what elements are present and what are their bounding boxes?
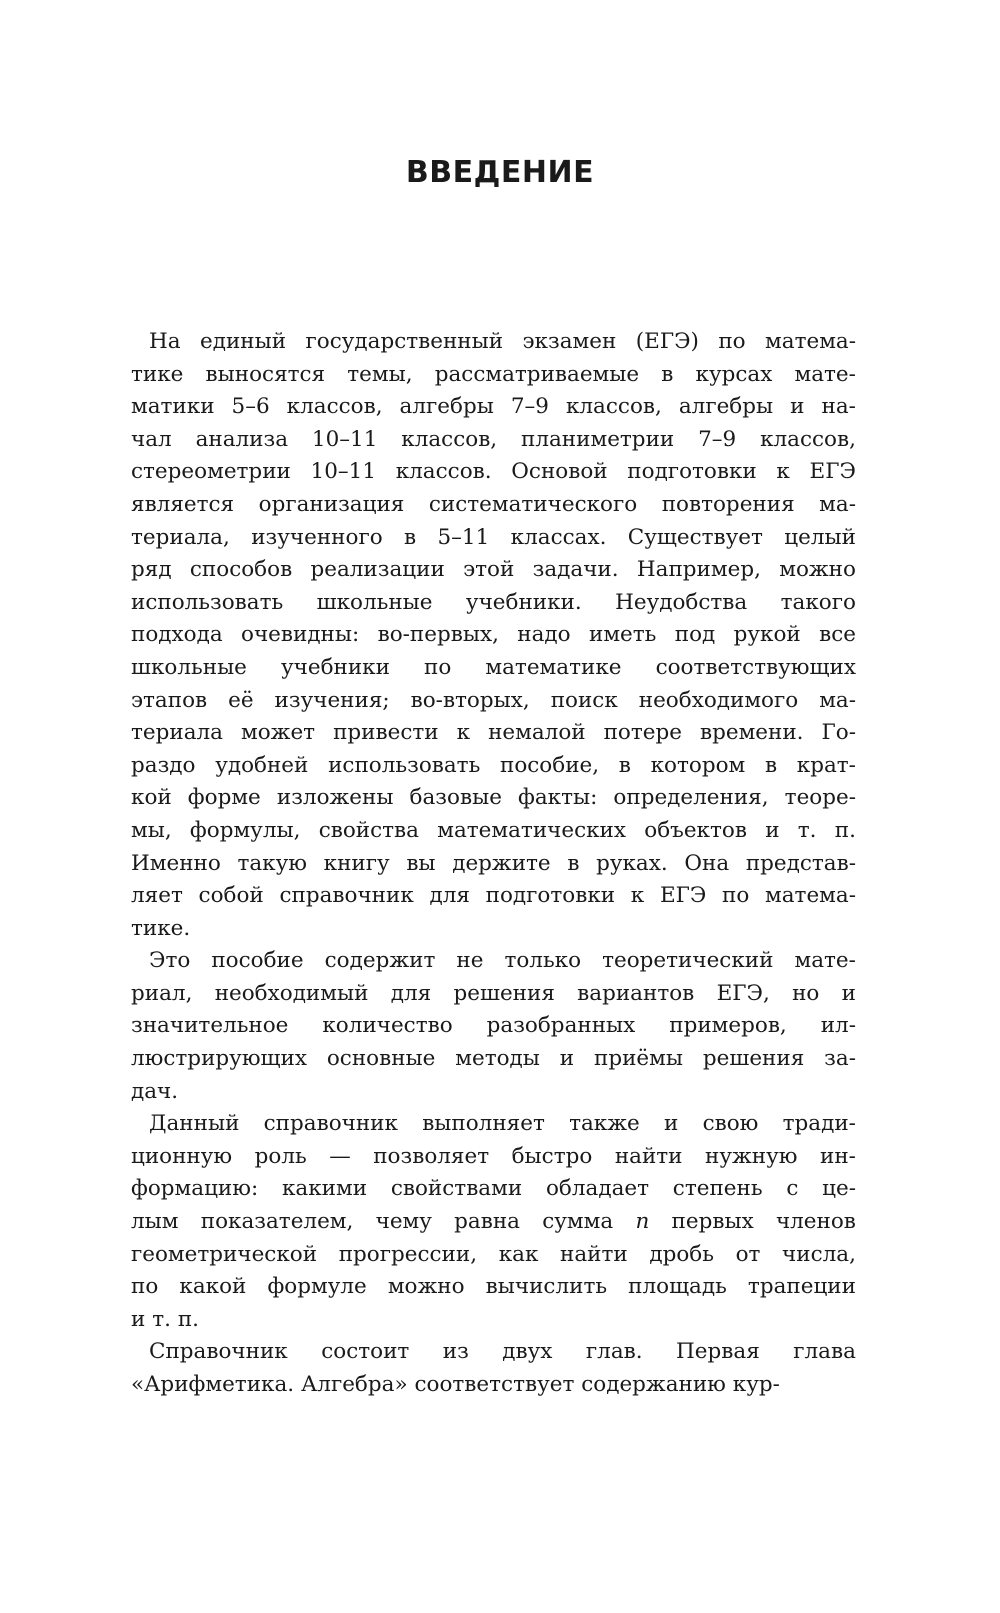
text-word: единый bbox=[200, 329, 287, 354]
text-word: вы bbox=[406, 850, 436, 876]
text-word: подхода bbox=[131, 622, 223, 648]
text-word: в bbox=[404, 524, 417, 550]
text-word: Например, bbox=[636, 557, 761, 583]
text-word: с bbox=[786, 1176, 799, 1202]
text-word: экзамен bbox=[522, 329, 617, 354]
text-word: дробь bbox=[649, 1241, 714, 1267]
text-line bbox=[131, 815, 856, 848]
text-word: не bbox=[456, 948, 484, 974]
text-line bbox=[131, 880, 856, 913]
text-word: формацию: bbox=[131, 1176, 259, 1202]
text-word: тике. bbox=[131, 915, 191, 941]
text-word: для bbox=[390, 980, 432, 1006]
text-word: Это bbox=[149, 948, 191, 974]
text-word: изученного bbox=[251, 524, 383, 550]
text-word: Данный bbox=[149, 1111, 240, 1137]
text-word: классов, bbox=[286, 394, 383, 420]
text-word: необходимого bbox=[638, 687, 799, 713]
text-word: алгебры bbox=[678, 394, 774, 420]
text-word: задачи. bbox=[532, 557, 619, 583]
text-word: формулы, bbox=[189, 817, 301, 843]
text-word: классах. bbox=[510, 524, 607, 550]
text-word: чал bbox=[131, 426, 172, 452]
text-word: школьные bbox=[131, 654, 247, 680]
text-line bbox=[131, 326, 856, 359]
text-word: 10–11 bbox=[310, 459, 377, 485]
text-word: форме bbox=[187, 785, 261, 811]
text-word: стереометрии bbox=[131, 459, 291, 485]
body-text bbox=[131, 326, 856, 1402]
text-line bbox=[131, 978, 856, 1011]
text-line bbox=[131, 391, 856, 424]
text-word: темы, bbox=[347, 361, 413, 387]
text-word: числа, bbox=[782, 1241, 856, 1267]
text-line bbox=[131, 1304, 856, 1337]
text-word: матема- bbox=[765, 329, 856, 354]
text-word: к bbox=[630, 883, 645, 909]
text-word: сумма bbox=[542, 1209, 614, 1235]
text-word: свою bbox=[702, 1111, 759, 1137]
text-word: геометрической bbox=[131, 1241, 318, 1267]
text-word: удобней bbox=[215, 752, 309, 778]
text-word: справочник bbox=[279, 883, 414, 909]
text-word: может bbox=[241, 720, 316, 746]
text-word: n bbox=[635, 1209, 650, 1235]
text-word: 7–9 bbox=[510, 394, 549, 420]
text-word: состоит bbox=[321, 1339, 410, 1365]
text-word: теоре- bbox=[784, 785, 856, 811]
text-word: трапеции bbox=[747, 1274, 856, 1300]
text-word: мы, bbox=[131, 817, 172, 843]
text-word: такую bbox=[237, 850, 307, 876]
text-word: прогрессии, bbox=[338, 1241, 478, 1267]
text-line bbox=[131, 685, 856, 718]
text-word: поиск bbox=[550, 687, 618, 713]
text-word: свойства bbox=[318, 817, 419, 843]
text-word: математических bbox=[437, 817, 627, 843]
text-word: можно bbox=[779, 557, 856, 583]
text-word: какими bbox=[281, 1176, 368, 1202]
text-word: представ- bbox=[745, 850, 856, 876]
text-word: тике bbox=[131, 361, 184, 387]
text-word: количество bbox=[322, 1013, 453, 1039]
text-word: тради- bbox=[782, 1111, 856, 1137]
text-word: содержит bbox=[324, 948, 436, 974]
text-word: к bbox=[456, 720, 471, 746]
text-word: времени. bbox=[699, 720, 804, 746]
text-word: Существует bbox=[627, 524, 763, 550]
text-word: ряд bbox=[131, 557, 172, 583]
text-word: котором bbox=[650, 752, 746, 778]
text-line bbox=[131, 456, 856, 489]
text-word: Первая bbox=[676, 1339, 760, 1365]
text-word: планиметрии bbox=[521, 426, 675, 452]
text-word: рассматриваемые bbox=[434, 361, 640, 387]
text-word: Алгебра» bbox=[301, 1372, 408, 1397]
text-word: содержанию bbox=[581, 1372, 726, 1397]
text-line bbox=[131, 1043, 856, 1076]
text-word: — bbox=[329, 1143, 351, 1169]
text-word: целый bbox=[784, 524, 856, 550]
text-word: в bbox=[618, 752, 631, 778]
text-word: решения bbox=[453, 980, 555, 1006]
text-word: только bbox=[504, 948, 582, 974]
text-word: подготовки bbox=[485, 883, 616, 909]
text-word: и bbox=[131, 1306, 146, 1332]
text-line bbox=[131, 652, 856, 685]
text-line bbox=[131, 522, 856, 555]
text-word: по bbox=[131, 1274, 159, 1300]
text-word: ЕГЭ bbox=[659, 883, 707, 909]
text-word: 7–9 bbox=[698, 426, 737, 452]
text-word: классов, bbox=[401, 426, 498, 452]
text-word: факты: bbox=[518, 785, 598, 811]
text-line bbox=[131, 1271, 856, 1304]
text-word: примеров, bbox=[669, 1013, 787, 1039]
text-word: Го- bbox=[821, 720, 856, 746]
text-word: учебники bbox=[280, 654, 390, 680]
text-word: 10–11 bbox=[311, 426, 378, 452]
text-word: классов. bbox=[395, 459, 492, 485]
text-word: такого bbox=[780, 589, 856, 615]
text-word: немалой bbox=[488, 720, 586, 746]
text-word: определения, bbox=[613, 785, 769, 811]
text-line bbox=[131, 945, 856, 978]
text-word: за- bbox=[824, 1046, 856, 1072]
text-word: выполняет bbox=[422, 1111, 545, 1137]
text-word: лым bbox=[131, 1209, 179, 1235]
text-word: государственный bbox=[305, 329, 504, 354]
text-word: по bbox=[722, 883, 750, 909]
text-word: и bbox=[790, 394, 805, 420]
text-word: привести bbox=[333, 720, 439, 746]
text-word: формуле bbox=[267, 1274, 367, 1300]
text-word: под bbox=[674, 622, 716, 648]
text-word: ма- bbox=[819, 491, 856, 517]
text-word: териала bbox=[131, 720, 224, 746]
text-word: по bbox=[718, 329, 746, 354]
text-word: кур- bbox=[732, 1372, 780, 1397]
text-line bbox=[131, 913, 856, 946]
text-word: приёмы bbox=[594, 1046, 683, 1072]
text-word: книгу bbox=[323, 850, 390, 876]
text-line bbox=[131, 554, 856, 587]
text-word: ляет bbox=[131, 883, 183, 909]
text-word: териала, bbox=[131, 524, 230, 550]
text-word: систематического bbox=[428, 491, 638, 517]
text-word: также bbox=[569, 1111, 640, 1137]
text-word: т. bbox=[797, 817, 817, 843]
text-word: и bbox=[841, 980, 856, 1006]
text-word: этапов bbox=[131, 687, 208, 713]
text-line bbox=[131, 717, 856, 750]
text-word: площадь bbox=[628, 1274, 727, 1300]
text-word: базовые bbox=[409, 785, 502, 811]
text-word: и bbox=[663, 1111, 679, 1137]
text-word: школьные bbox=[316, 589, 433, 615]
text-word: к bbox=[776, 459, 790, 485]
text-line bbox=[131, 750, 856, 783]
text-word: подготовки bbox=[627, 459, 757, 485]
text-word: степень bbox=[672, 1176, 763, 1202]
text-word: разобранных bbox=[486, 1013, 636, 1039]
text-word: двух bbox=[502, 1339, 553, 1365]
text-word: обладает bbox=[545, 1176, 650, 1202]
text-word: найти bbox=[614, 1143, 683, 1169]
text-word: на- bbox=[821, 394, 856, 420]
text-word: этой bbox=[463, 557, 515, 583]
text-word: реализации bbox=[310, 557, 445, 583]
text-word: вычислить bbox=[485, 1274, 608, 1300]
text-word: методы bbox=[455, 1046, 540, 1072]
text-line bbox=[131, 1141, 856, 1174]
text-word: свойствами bbox=[390, 1176, 523, 1202]
text-line bbox=[131, 1108, 856, 1141]
text-word: потере bbox=[603, 720, 682, 746]
text-word: ЕГЭ bbox=[809, 459, 856, 485]
text-word: ционную bbox=[131, 1143, 233, 1169]
text-word: изложены bbox=[276, 785, 394, 811]
text-word: какой bbox=[179, 1274, 247, 1300]
text-word: глав. bbox=[585, 1339, 643, 1365]
text-word: соответствующих bbox=[655, 654, 856, 680]
text-word: очевидны: bbox=[241, 622, 360, 648]
text-word: и bbox=[765, 817, 780, 843]
text-word: первых bbox=[671, 1209, 754, 1235]
text-word: её bbox=[228, 687, 254, 713]
text-word: во-вторых, bbox=[410, 687, 530, 713]
text-word: анализа bbox=[195, 426, 289, 452]
text-word: основные bbox=[326, 1046, 436, 1072]
text-word: во-первых, bbox=[377, 622, 499, 648]
text-word: раздо bbox=[131, 752, 196, 778]
text-word: позволяет bbox=[373, 1143, 490, 1169]
text-word: классов, bbox=[565, 394, 662, 420]
text-line bbox=[131, 489, 856, 522]
text-word: показателем, bbox=[200, 1209, 354, 1235]
text-word: 5–11 bbox=[437, 524, 490, 550]
text-word: «Арифметика. bbox=[131, 1372, 295, 1397]
text-word: учебники. bbox=[465, 589, 582, 615]
text-word: Справочник bbox=[149, 1339, 288, 1365]
text-word: пособие, bbox=[499, 752, 600, 778]
text-word: Она bbox=[684, 850, 730, 876]
text-word: (ЕГЭ) bbox=[635, 329, 699, 354]
text-word: теоретический bbox=[602, 948, 774, 974]
text-word: Основой bbox=[511, 459, 608, 485]
text-word: можно bbox=[387, 1274, 465, 1300]
text-word: в bbox=[661, 361, 674, 387]
text-word: риал, bbox=[131, 980, 193, 1006]
text-line bbox=[131, 1336, 856, 1369]
text-word: способов bbox=[189, 557, 293, 583]
text-word: люстрирующих bbox=[131, 1046, 307, 1072]
text-word: для bbox=[429, 883, 470, 909]
text-line bbox=[131, 1076, 856, 1109]
text-line bbox=[131, 1173, 856, 1206]
text-word: решения bbox=[702, 1046, 805, 1072]
text-word: держите bbox=[452, 850, 551, 876]
text-word: це- bbox=[822, 1176, 856, 1202]
text-word: дач. bbox=[131, 1078, 179, 1104]
text-word: чему bbox=[375, 1209, 432, 1235]
text-word: равна bbox=[454, 1209, 520, 1235]
page-title: ВВЕДЕНИЕ bbox=[405, 155, 595, 190]
text-word: необходимый bbox=[214, 980, 369, 1006]
text-word: алгебры bbox=[399, 394, 494, 420]
text-word: глава bbox=[793, 1339, 856, 1365]
text-line bbox=[131, 619, 856, 652]
text-word: ин- bbox=[819, 1143, 856, 1169]
text-word: иметь bbox=[588, 622, 657, 648]
text-word: роль bbox=[254, 1143, 307, 1169]
text-word: п. bbox=[177, 1306, 199, 1332]
text-word: является bbox=[131, 491, 235, 517]
text-word: найти bbox=[560, 1241, 628, 1267]
text-word: курсах bbox=[695, 361, 773, 387]
text-word: изучения; bbox=[274, 687, 390, 713]
text-word: мате- bbox=[794, 361, 856, 387]
text-word: Именно bbox=[131, 850, 221, 876]
text-word: из bbox=[442, 1339, 469, 1365]
text-word: и bbox=[559, 1046, 575, 1072]
text-word: от bbox=[735, 1241, 761, 1267]
text-word: собой bbox=[198, 883, 264, 909]
text-word: крат- bbox=[796, 752, 856, 778]
text-word: Неудобства bbox=[615, 589, 748, 615]
text-word: вариантов bbox=[577, 980, 695, 1006]
text-line bbox=[131, 1239, 856, 1272]
text-word: надо bbox=[517, 622, 571, 648]
text-line bbox=[131, 782, 856, 815]
text-word: нужную bbox=[705, 1143, 798, 1169]
text-word: На bbox=[149, 329, 181, 354]
text-word: объектов bbox=[644, 817, 747, 843]
text-word: руках. bbox=[596, 850, 668, 876]
text-word: по bbox=[424, 654, 452, 680]
text-word: использовать bbox=[328, 752, 481, 778]
text-word: ЕГЭ, bbox=[716, 980, 770, 1006]
text-word: членов bbox=[775, 1209, 856, 1235]
text-word: рукой bbox=[733, 622, 801, 648]
text-word: как bbox=[498, 1241, 539, 1267]
text-word: матики bbox=[131, 394, 215, 420]
text-word: ма- bbox=[819, 687, 856, 713]
text-word: выносятся bbox=[205, 361, 326, 387]
text-word: справочник bbox=[263, 1111, 398, 1137]
text-word: значительное bbox=[131, 1013, 289, 1039]
text-word: организация bbox=[258, 491, 405, 517]
text-word: в bbox=[567, 850, 580, 876]
text-line bbox=[131, 1010, 856, 1043]
text-line bbox=[131, 424, 856, 457]
text-word: кой bbox=[131, 785, 172, 811]
text-word: 5–6 bbox=[231, 394, 270, 420]
text-word: матема- bbox=[765, 883, 856, 909]
text-word: ил- bbox=[820, 1013, 856, 1039]
text-word: в bbox=[764, 752, 778, 778]
text-word: быстро bbox=[511, 1143, 593, 1169]
text-word: мате- bbox=[794, 948, 856, 974]
text-word: п. bbox=[834, 817, 856, 843]
text-word: повторения bbox=[661, 491, 795, 517]
text-word: т. bbox=[152, 1306, 171, 1332]
text-line bbox=[131, 359, 856, 392]
text-word: но bbox=[792, 980, 820, 1006]
text-word: использовать bbox=[131, 589, 284, 615]
text-line bbox=[131, 1369, 856, 1402]
text-word: пособие bbox=[211, 948, 304, 974]
text-line bbox=[131, 848, 856, 881]
text-word: математике bbox=[485, 654, 622, 680]
text-word: все bbox=[819, 622, 856, 648]
text-line bbox=[131, 587, 856, 620]
text-word: соответствует bbox=[414, 1372, 575, 1397]
text-line bbox=[131, 1206, 856, 1239]
text-word: классов, bbox=[760, 426, 856, 452]
